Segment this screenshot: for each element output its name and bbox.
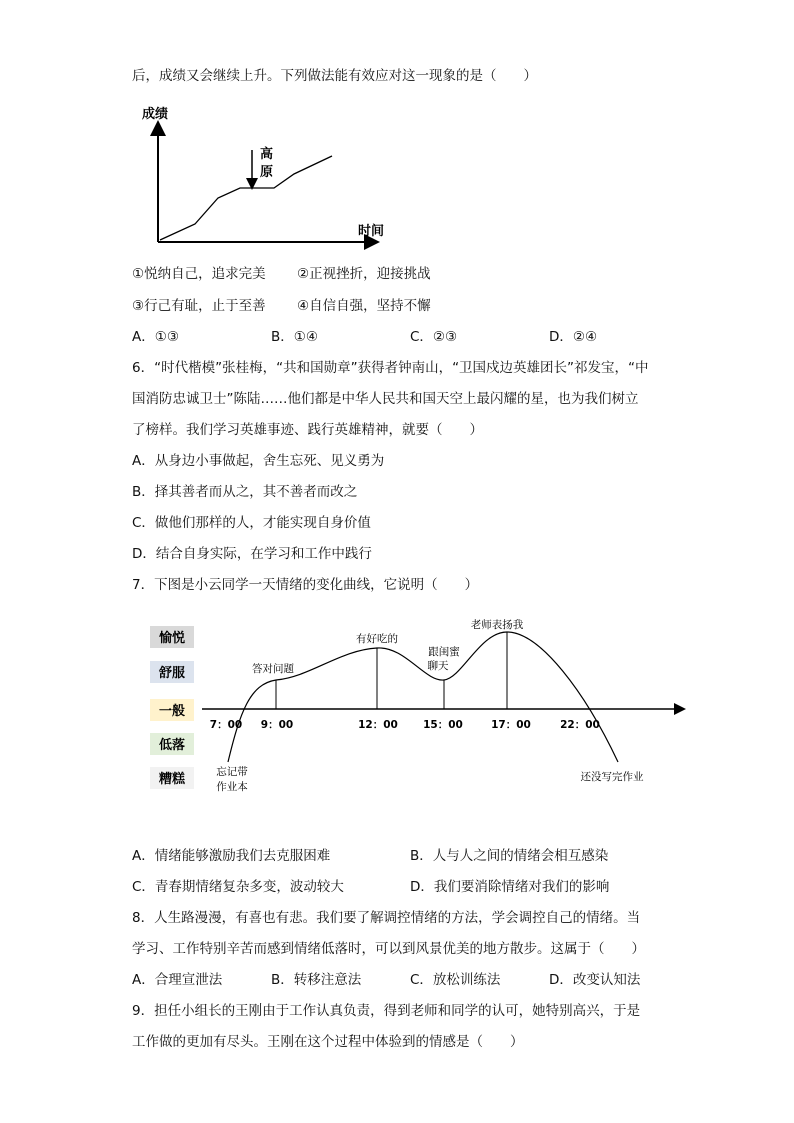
event-label-1200: 有好吃的 <box>356 633 398 645</box>
q7-option-c[interactable]: C．青春期情绪复杂多变，波动较大 <box>132 879 344 895</box>
q5-option-c[interactable]: C．②③ <box>410 329 458 345</box>
q8-option-b[interactable]: B．转移注意法 <box>271 972 362 988</box>
q5-item-3: ③行己有耻，止于至善 <box>132 298 266 314</box>
q8-option-d[interactable]: D．改变认知法 <box>549 972 641 988</box>
tick-1700: 17：00 <box>491 719 531 731</box>
tick-0700: 7：00 <box>209 719 243 731</box>
q9-stem-line2: 工作做的更加有尽头。王刚在这个过程中体验到的情感是（ ） <box>132 1034 524 1050</box>
tick-1200: 12：00 <box>358 719 398 731</box>
event-label-1700: 老师表扬我 <box>470 619 524 631</box>
event-label-0900: 答对问题 <box>252 663 294 675</box>
level-label-bad: 糟糕 <box>158 772 186 787</box>
event-label-0700-2: 作业本 <box>216 781 248 793</box>
q5-annotation-1: 高 <box>260 147 274 162</box>
q5-stem-tail: 后，成绩又会继续上升。下列做法能有效应对这一现象的是（ ） <box>132 68 537 84</box>
tick-0900: 9：00 <box>260 719 294 731</box>
q5-option-d[interactable]: D．②④ <box>549 329 598 345</box>
q6-option-a[interactable]: A．从身边小事做起，舍生忘死、见义勇为 <box>132 453 385 469</box>
level-label-comfortable: 舒服 <box>158 666 186 681</box>
q5-item-2: ②正视挫折，迎接挑战 <box>297 266 431 282</box>
q8-option-a[interactable]: A．合理宣泄法 <box>132 972 223 988</box>
q5-x-label: 时间 <box>358 224 385 239</box>
event-label-0700-1: 忘记带 <box>216 766 248 778</box>
event-label-night: 还没写完作业 <box>580 771 644 783</box>
q5-option-b[interactable]: B．①④ <box>271 329 318 345</box>
q7-option-b[interactable]: B．人与人之间的情绪会相互感染 <box>410 848 609 864</box>
q5-growth-chart <box>140 100 400 250</box>
q7-stem: 7．下图是小云同学一天情绪的变化曲线，它说明（ ） <box>132 577 479 593</box>
q8-stem-line2: 学习、工作特别辛苦而感到情绪低落时，可以到风景优美的地方散步。这属于（ ） <box>132 941 645 957</box>
q6-option-d[interactable]: D．结合自身实际，在学习和工作中践行 <box>132 546 372 562</box>
tick-2200: 22：00 <box>560 719 600 731</box>
q6-option-c[interactable]: C．做他们那样的人，才能实现自身价值 <box>132 515 371 531</box>
q5-growth-line <box>160 156 332 240</box>
q5-annotation-2: 原 <box>260 165 274 180</box>
q7-mood-chart <box>140 612 700 812</box>
q5-item-1: ①悦纳自己，追求完美 <box>132 266 266 282</box>
q7-mood-curve <box>228 632 618 762</box>
q6-stem-line1: 6．“时代楷模”张桂梅，“共和国勋章”获得者钟南山，“卫国戍边英雄团长”祁发宝，“中 <box>132 360 649 376</box>
level-label-low: 低落 <box>158 738 186 753</box>
q5-y-label: 成绩 <box>142 107 169 122</box>
level-label-joyful: 愉悦 <box>158 631 186 646</box>
q8-stem-line1: 8．人生路漫漫，有喜也有悲。我们要了解调控情绪的方法，学会调控自己的情绪。当 <box>132 910 641 926</box>
q5-item-4: ④自信自强，坚持不懈 <box>297 298 431 314</box>
tick-1500: 15：00 <box>423 719 463 731</box>
q9-stem-line1: 9．担任小组长的王刚由于工作认真负责，得到老师和同学的认可，她特别高兴，于是 <box>132 1003 641 1019</box>
event-label-1500-2: 聊天 <box>427 660 449 672</box>
q7-option-d[interactable]: D．我们要消除情绪对我们的影响 <box>410 879 610 895</box>
level-label-average: 一般 <box>158 704 186 719</box>
q6-stem-line3: 了榜样。我们学习英雄事迹、践行英雄精神，就要（ ） <box>132 422 483 438</box>
q6-option-b[interactable]: B．择其善者而从之，其不善者而改之 <box>132 484 358 500</box>
q8-option-c[interactable]: C．放松训练法 <box>410 972 501 988</box>
q6-stem-line2: 国消防忠诚卫士”陈陆……他们都是中华人民共和国天空上最闪耀的星，也为我们树立 <box>132 391 639 407</box>
q5-option-a[interactable]: A．①③ <box>132 329 179 345</box>
q7-option-a[interactable]: A．情绪能够激励我们去克服困难 <box>132 848 331 864</box>
event-label-1500-1: 跟闺蜜 <box>428 646 460 658</box>
